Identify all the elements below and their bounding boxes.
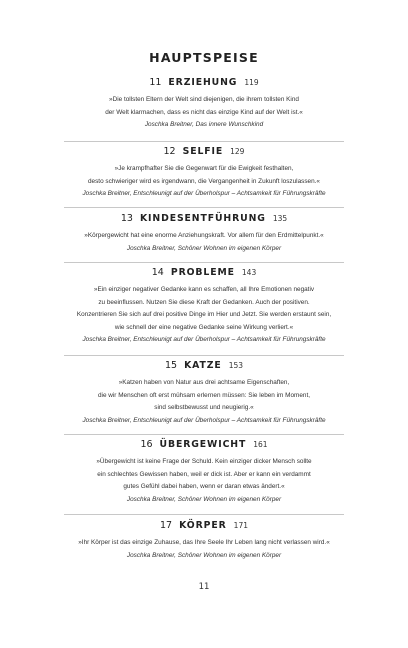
entry-title: KATZE xyxy=(184,360,222,371)
entry-title: SELFIE xyxy=(182,146,224,157)
toc-entry xyxy=(0,520,408,562)
quote-line: »Je krampfhafter Sie die Gegenwart für die Ewigkeit festhalten, xyxy=(114,165,294,172)
entry-header xyxy=(0,77,408,89)
quote-line: gutes Gefühl dabei haben, wenn er daran etwas ändert.« xyxy=(123,483,285,491)
entry-page-number: 161 xyxy=(253,440,268,449)
quote-line: »Ihr Körper ist das einzige Zuhause, das Ihre Seele Ihr Leben lang nicht verlassen wird.« xyxy=(78,539,330,546)
entry-quote xyxy=(0,284,408,334)
entry-page-number: 129 xyxy=(230,147,245,156)
entry-quote xyxy=(0,230,408,243)
entry-header xyxy=(0,520,408,532)
quote-line: sind selbstbewusst und neugierig.« xyxy=(154,404,254,412)
entry-title: ERZIEHUNG xyxy=(168,77,238,88)
entry-number: 14 xyxy=(151,267,164,278)
divider xyxy=(64,434,344,435)
divider xyxy=(64,141,344,142)
quote-line: Konzentrieren Sie sich auf drei positive Dinge im Hier und Jetzt. Sie werden erstaunt sein, xyxy=(76,311,332,319)
quote-line: ein schlechtes Gewissen haben, weil er dick ist. Aber er kann ein verdammt xyxy=(97,470,311,478)
entry-source: Joschka Breitner, Entschleunigt auf der Überholspur – Achtsamkeit für Führungskräfte xyxy=(82,190,326,198)
entry-title: KÖRPER xyxy=(179,520,227,531)
entry-quote xyxy=(0,163,408,188)
entry-page-number: 171 xyxy=(233,521,248,530)
entry-number: 16 xyxy=(140,439,153,450)
toc-entry xyxy=(0,213,408,255)
entry-title: KINDESENTFÜHRUNG xyxy=(139,213,266,224)
entry-source: Joschka Breitner, Entschleunigt auf der Überholspur – Achtsamkeit für Führungskräfte xyxy=(82,416,326,424)
quote-line: die wir Menschen oft erst mühsam erlernen müssen: Sie leben im Moment, xyxy=(97,391,311,399)
entry-number: 17 xyxy=(160,520,173,531)
entry-number: 15 xyxy=(164,360,178,371)
page-number: 11 xyxy=(198,582,210,592)
entry-source: Joschka Breitner, Schöner Wohnen im eigenen Körper xyxy=(126,551,282,559)
toc-entry xyxy=(0,267,408,347)
quote-line: der Welt klarmachen, dass es nicht das einzige Kind auf der Welt ist.« xyxy=(105,108,303,116)
section-heading: HAUPTSPEISE xyxy=(149,50,259,65)
entry-quote xyxy=(0,94,408,119)
entry-header xyxy=(0,267,408,279)
entry-page-number: 135 xyxy=(272,214,288,223)
entry-number: 12 xyxy=(163,146,176,157)
entry-header xyxy=(0,213,408,225)
entry-title: PROBLEME xyxy=(170,267,235,278)
entry-title: ÜBERGEWICHT xyxy=(159,439,247,450)
divider xyxy=(64,514,344,515)
entry-header xyxy=(0,439,408,451)
quote-line: »Katzen haben von Natur aus drei achtsame Eigenschaften, xyxy=(118,379,290,386)
entry-quote xyxy=(0,537,408,550)
quote-line: wie schnell der eine negative Gedanke seine Wirkung verliert.« xyxy=(114,323,294,331)
quote-line: zu beeinflussen. Nutzen Sie diese Kraft der Gedanken. Auch der positiven. xyxy=(98,298,310,306)
divider xyxy=(64,207,344,208)
divider xyxy=(64,262,344,263)
toc-entry xyxy=(0,77,408,132)
entry-page-number: 119 xyxy=(244,78,259,87)
toc-entry xyxy=(0,439,408,506)
quote-line: »Körpergewicht hat eine enorme Anziehungskraft. Vor allem für den Erdmittelpunkt.« xyxy=(84,232,324,239)
quote-line: »Übergewicht ist keine Frage der Schuld. Kein einziger dicker Mensch sollte xyxy=(96,458,312,465)
entry-source: Joschka Breitner, Das innere Wunschkind xyxy=(144,121,264,129)
quote-line: »Die tollsten Eltern der Welt sind diejenigen, die ihrem tollsten Kind xyxy=(109,96,299,103)
entry-quote xyxy=(0,377,408,415)
quote-line: »Ein einziger negativer Gedanke kann es schaffen, all Ihre Emotionen negativ xyxy=(93,286,315,293)
toc-entry xyxy=(0,146,408,201)
entry-quote xyxy=(0,456,408,494)
entry-number: 11 xyxy=(149,77,162,88)
entry-source: Joschka Breitner, Entschleunigt auf der Überholspur – Achtsamkeit für Führungskräfte xyxy=(82,336,326,344)
entry-page-number: 143 xyxy=(241,268,257,277)
entry-source: Joschka Breitner, Schöner Wohnen im eigenen Körper xyxy=(126,244,282,252)
divider xyxy=(64,355,344,356)
entry-source: Joschka Breitner, Schöner Wohnen im eigenen Körper xyxy=(126,495,282,503)
entry-page-number: 153 xyxy=(228,361,244,370)
entry-number: 13 xyxy=(120,213,133,224)
entry-header xyxy=(0,360,408,372)
entry-header xyxy=(0,146,408,158)
quote-line: desto schwieriger wird es irgendwann, die Vergangenheit in Zukunft loszulassen.« xyxy=(88,177,320,185)
toc-entry xyxy=(0,360,408,427)
